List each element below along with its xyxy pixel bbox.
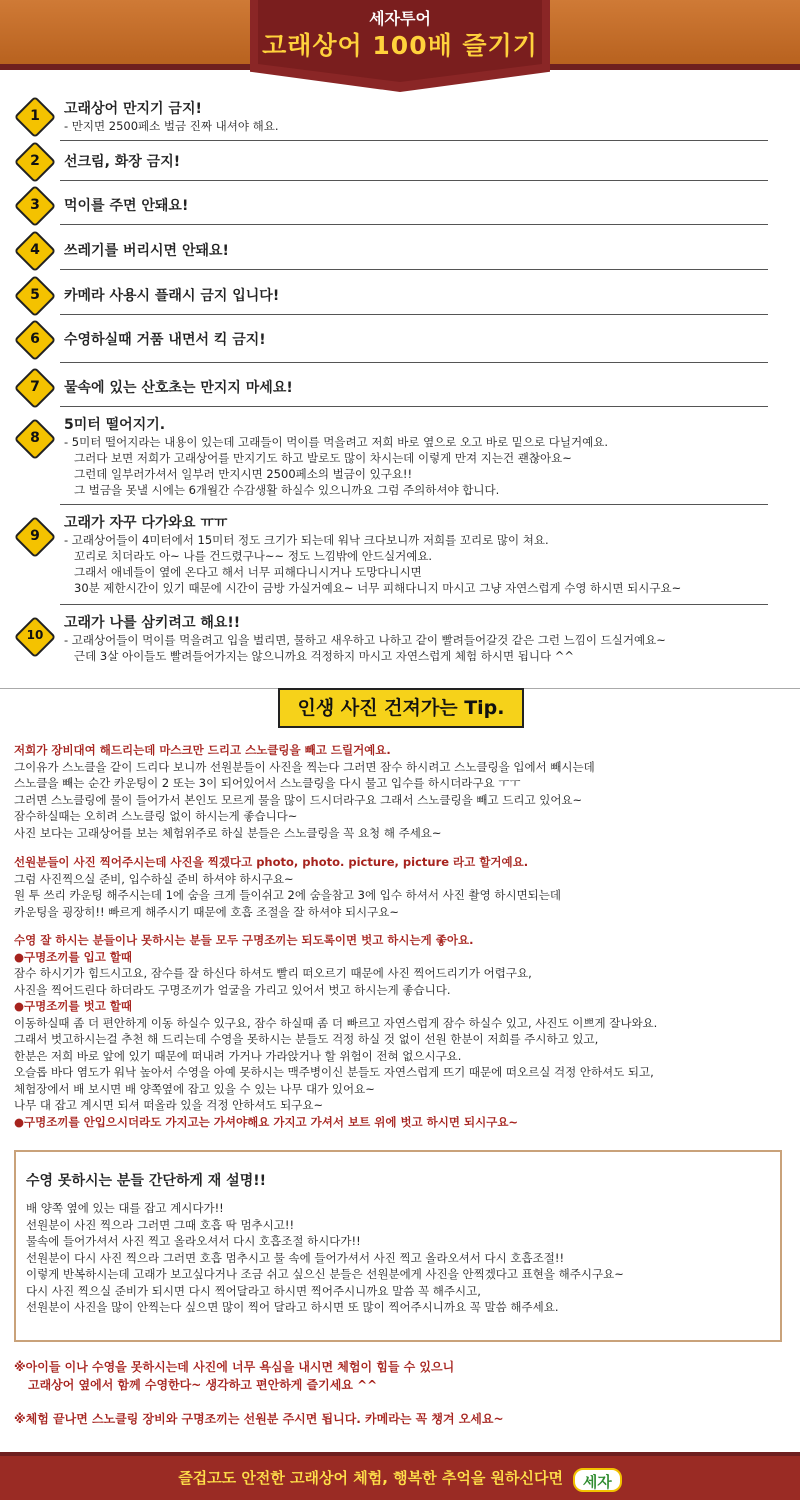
tip-heading: 수영 잘 하시는 분들이나 못하시는 분들 모두 구명조끼는 되도록이면 벗고 하시는게 좋아요. bbox=[14, 933, 474, 947]
tip-banner: 인생 사진 건져가는 Tip. bbox=[278, 688, 524, 728]
rule-number: 9 bbox=[30, 528, 40, 544]
rule-title: 5미터 떨어지기. bbox=[64, 417, 166, 433]
box-line: 이렇게 반복하시는데 고래가 보고싶다거나 조금 쉬고 싶으신 분들은 선원분에게 사진을 안찍겠다고 표현을 해주시구요~ bbox=[26, 1267, 624, 1281]
tip-line: 나무 대 잡고 계시면 되셔 떠올라 있을 걱정 안하셔도 되구요~ bbox=[14, 1098, 324, 1112]
rule-number: 3 bbox=[30, 197, 40, 213]
rule-desc bbox=[64, 632, 666, 664]
rule-desc bbox=[64, 532, 681, 596]
box-line: 선원분이 사진 찍으라 그러면 그때 호흡 딱 멈추시고!! bbox=[26, 1217, 295, 1232]
box-line: 선원분이 다시 사진 찍으라 그러면 호흡 멈추시고 물 속에 들어가셔서 사진 찍고 올라오셔서 다시 호흡조절!! bbox=[26, 1250, 565, 1265]
divider bbox=[60, 269, 768, 270]
tip-line: 스노클을 빼는 순간 카운팅이 2 또는 3이 되어있어서 스노클링을 다시 물고 입수를 하시더라구요 ㅜㅜ bbox=[14, 776, 521, 790]
rule-title: 고래가 나를 삼키려고 해요!! bbox=[64, 615, 241, 631]
divider bbox=[60, 224, 768, 225]
rule-title: 고래상어 만지기 금지! bbox=[64, 101, 202, 117]
page-title: 고래상어 100배 즐기기 bbox=[262, 31, 538, 60]
rule-number: 1 bbox=[30, 108, 40, 124]
rule-desc-line: - 고래상어들이 먹이를 먹을려고 입을 벌리면, 물하고 새우하고 나하고 같이 빨려들어갈것 같은 그런 느낌이 드실거예요~ bbox=[64, 633, 666, 647]
header-brand: 세자투어 bbox=[369, 9, 431, 28]
tip-line: 잠수 하시기가 힘드시고요, 잠수를 잘 하신다 하셔도 빨리 떠오르기 때문에 사진 찍어드리기가 어렵구요, bbox=[14, 966, 532, 980]
divider bbox=[60, 314, 768, 315]
box-line: 배 양쪽 옆에 있는 대를 잡고 계시다가!! bbox=[26, 1201, 224, 1215]
rule-desc-line: 그러다 보면 저희가 고래상어를 만지기도 하고 발로도 많이 차시는데 이렇게 만져 지는건 괜찮아요~ bbox=[74, 451, 572, 465]
tip-line: 오슬롭 바다 염도가 워낙 높아서 수영을 아예 못하시는 맥주병이신 분들도 자연스럽게 뜨기 때문에 떠오르실 걱정 안하셔도 되고, bbox=[14, 1065, 654, 1079]
rule-desc-line: - 5미터 떨어지라는 내용이 있는데 고래들이 먹이를 먹을려고 저희 바로 옆으로 오고 바로 밑으로 다닐거예요. bbox=[64, 435, 608, 449]
footer-text: 즐겁고도 안전한 고래상어 체험, 행복한 추억을 원하신다면 bbox=[178, 1469, 563, 1487]
rule-desc-line: 근데 3살 아이들도 빨려들어가지는 않으니까요 걱정하지 마시고 자연스럽게 체험 하시면 됩니다 ^^ bbox=[74, 649, 575, 663]
divider bbox=[60, 180, 768, 181]
rule-desc-line: 그런데 일부러가셔서 일부러 만지시면 2500페소의 벌금이 있구요!! bbox=[74, 467, 413, 481]
divider bbox=[60, 362, 768, 363]
note bbox=[14, 1358, 454, 1394]
rule-number: 5 bbox=[30, 287, 40, 303]
rule-number: 2 bbox=[30, 153, 40, 169]
rule-title: 수영하실때 거품 내면서 킥 금지! bbox=[64, 332, 266, 348]
rule-desc-line: 그 벌금을 못낼 시에는 6개월간 수감생활 하실수 있으니까요 그럼 주의하셔야 합니다. bbox=[74, 483, 500, 497]
rule-number: 7 bbox=[30, 379, 40, 395]
box-line: 다시 사진 찍으실 준비가 되시면 다시 찍어달라고 하시면 찍어주시니까요 말씀 꼭 해주시고, bbox=[26, 1283, 481, 1298]
explanation-box bbox=[14, 1150, 782, 1342]
tip-paragraph bbox=[14, 932, 794, 1130]
tip-line: 그럼 사진찍으실 준비, 입수하실 준비 하셔야 하시구요~ bbox=[14, 871, 294, 886]
divider bbox=[60, 504, 768, 505]
tip-subheading: ●구명조끼를 입고 할때 bbox=[14, 949, 133, 964]
tip-line: 그이유가 스노클을 같이 드리다 보니까 선원분들이 사진을 찍는다 그러면 잠수 하시려고 스노클링을 입에서 빼시는데 bbox=[14, 759, 595, 774]
divider bbox=[60, 140, 768, 141]
rule-desc bbox=[64, 434, 608, 498]
tip-line: 체험장에서 배 보시면 배 양쪽옆에 잡고 있을 수 있는 나무 대가 있어요~ bbox=[14, 1081, 375, 1096]
rule-number: 4 bbox=[30, 242, 40, 258]
tip-heading: 저희가 장비대여 해드리는데 마스크만 드리고 스노클링을 빼고 드릴거예요. bbox=[14, 743, 391, 757]
tip-line: 그래서 벗고하시는걸 추천 해 드리는데 수영을 못하시는 분들도 걱정 하실 것 없이 선원 한분이 저희를 주시하고 있고, bbox=[14, 1032, 599, 1046]
rule-desc bbox=[64, 118, 279, 134]
rule-desc-line: 꼬리로 치더라도 아~ 나를 건드렸구나~~ 정도 느낌밖에 안드실거예요. bbox=[74, 549, 433, 563]
tip-line: 그러면 스노클링에 물이 들어가서 본인도 모르게 물을 많이 드시더라구요 그래서 스노클링을 빼고 드리고 있어요~ bbox=[14, 792, 583, 807]
note-line: ※아이들 이나 수영을 못하시는데 사진에 너무 욕심을 내시면 체험이 힘들 수 있으니 bbox=[14, 1360, 455, 1374]
rule-title: 물속에 있는 산호초는 만지지 마세요! bbox=[64, 380, 293, 396]
rule-title: 먹이를 주면 안돼요! bbox=[64, 198, 189, 214]
footer-banner bbox=[0, 1456, 800, 1500]
tip-line: 한분은 저희 바로 앞에 있기 때문에 떠내려 가거나 가라앉거나 할 위험이 전혀 없으시구요. bbox=[14, 1048, 462, 1063]
rule-desc-line: - 만지면 2500페소 벌금 진짜 내셔야 해요. bbox=[64, 119, 279, 133]
rule-title: 쓰레기를 버리시면 안돼요! bbox=[64, 243, 229, 259]
tip-paragraph bbox=[14, 854, 794, 920]
tip-line: 사진 보다는 고래상어를 보는 체험위주로 하실 분들은 스노클링을 꼭 요청 해 주세요~ bbox=[14, 825, 442, 840]
note bbox=[14, 1410, 504, 1428]
box-line: 물속에 들어가셔서 사진 찍고 올라오셔서 다시 호흡조절 하시다가!! bbox=[26, 1234, 361, 1248]
tip-heading: 선원분들이 사진 찍어주시는데 사진을 찍겠다고 photo, photo. picture, picture 라고 할거예요. bbox=[14, 855, 529, 869]
tip-line: 카운팅을 굉장히!! 빠르게 해주시기 때문에 호흡 조절을 잘 하셔야 되시구요~ bbox=[14, 904, 400, 919]
seja-logo: 세자 bbox=[573, 1468, 622, 1492]
rule-number: 8 bbox=[30, 430, 40, 446]
rule-desc-line: - 고래상어들이 4미터에서 15미터 정도 크기가 되는데 워낙 크다보니까 저희를 꼬리로 많이 쳐요. bbox=[64, 533, 549, 547]
note-line: 고래상어 옆에서 함께 수영한다~ 생각하고 편안하게 즐기세요 ^^ bbox=[28, 1378, 378, 1392]
rule-number: 6 bbox=[30, 331, 40, 347]
divider bbox=[60, 406, 768, 407]
box-line: 선원분이 사진을 많이 안찍는다 싶으면 많이 찍어 달라고 하시면 또 많이 찍어주시니까요 꼭 말씀 해주세요. bbox=[26, 1300, 559, 1314]
box-lines bbox=[26, 1200, 624, 1316]
tip-line: 사진을 찍어드린다 하더라도 구명조끼가 얼굴을 가리고 있어서 벗고 하시는게 좋습니다. bbox=[14, 982, 451, 997]
tip-line: 원 투 쓰리 카운팅 해주시는데 1에 숨을 크게 들이쉬고 2에 숨을참고 3에 입수 하셔서 사진 촬영 하시면되는데 bbox=[14, 888, 562, 902]
rule-title: 고래가 자꾸 다가와요 ㅠㅠ bbox=[64, 515, 228, 531]
rule-desc-line: 30분 제한시간이 있기 때문에 시간이 금방 가실거예요~ 너무 피해다니지 마시고 그냥 자연스럽게 수영 하시면 되시구요~ bbox=[74, 581, 682, 595]
tip-subheading: ●구명조끼를 벗고 할때 bbox=[14, 999, 133, 1013]
box-title: 수영 못하시는 분들 간단하게 재 설명!! bbox=[26, 1173, 266, 1189]
rule-number: 10 bbox=[26, 628, 44, 642]
divider bbox=[60, 604, 768, 605]
note-line: ※체험 끝나면 스노클링 장비와 구명조끼는 선원분 주시면 됩니다. 카메라는 꼭 챙겨 오세요~ bbox=[14, 1412, 504, 1426]
tip-subheading: ●구명조끼를 안입으시더라도 가지고는 가셔야해요 가지고 가셔서 보트 위에 벗고 하시면 되시구요~ bbox=[14, 1114, 519, 1129]
rule-title: 카메라 사용시 플래시 금지 입니다! bbox=[64, 288, 280, 304]
rule-desc-line: 그래서 애네들이 옆에 온다고 해서 너무 피해다니시거나 도망다니시면 bbox=[74, 565, 422, 579]
tip-line: 이동하실때 좀 더 편안하게 이동 하실수 있구요, 잠수 하실때 좀 더 빠르고 자연스럽게 잠수 하실수 있고, 사진도 이쁘게 잘나와요. bbox=[14, 1015, 658, 1030]
rule-title: 선크림, 화장 금지! bbox=[64, 154, 181, 170]
tip-line: 잠수하실때는 오히려 스노클링 없이 하시는게 좋습니다~ bbox=[14, 809, 298, 823]
tip-paragraph bbox=[14, 742, 794, 841]
